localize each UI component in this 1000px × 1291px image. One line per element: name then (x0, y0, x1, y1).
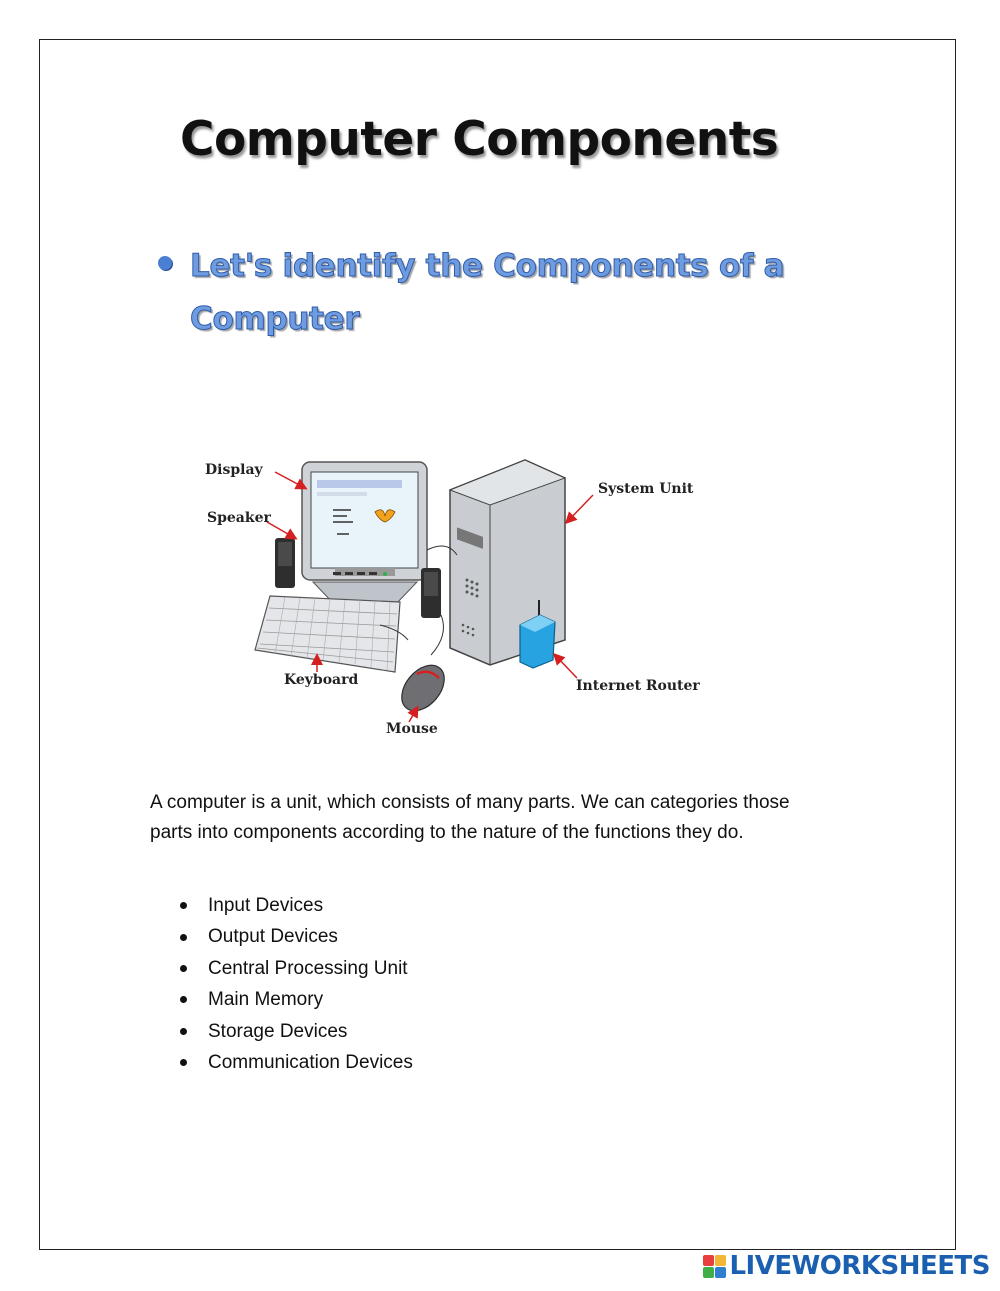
bullet-icon (180, 934, 187, 941)
label-mouse: Mouse (386, 721, 438, 737)
list-item-label: Communication Devices (208, 1052, 413, 1074)
label-internet-router: Internet Router (576, 678, 700, 694)
bullet-icon (180, 1059, 187, 1066)
bullet-icon (180, 902, 187, 909)
label-keyboard: Keyboard (284, 672, 359, 688)
keyboard-illustration (255, 596, 400, 672)
label-speaker: Speaker (207, 510, 271, 526)
intro-paragraph: A computer is a unit, which consists of many parts. We can categories those parts into components according to the nature of the functions they do. (150, 792, 790, 843)
brand-watermark[interactable] (703, 1251, 990, 1281)
bullet-icon (180, 965, 187, 972)
logo-square-icon (715, 1255, 726, 1266)
subtitle-text: Let's identify the Components of a Computer (190, 248, 785, 337)
list-item-label: Storage Devices (208, 1020, 348, 1042)
list-item (180, 1016, 413, 1047)
logo-square-icon (715, 1267, 726, 1278)
label-system-unit: System Unit (598, 481, 694, 497)
logo-square-icon (703, 1267, 714, 1278)
bullet-icon (158, 256, 172, 270)
brand-name: LIVEWORKSHEETS (729, 1251, 990, 1281)
list-item-label: Central Processing Unit (208, 957, 408, 979)
bullet-icon (180, 996, 187, 1003)
computer-components-figure (195, 450, 705, 750)
list-item (180, 953, 413, 984)
list-item (180, 1047, 413, 1078)
component-list (180, 890, 413, 1078)
page-title: Computer Components (180, 112, 779, 167)
liveworksheets-logo-icon (703, 1255, 726, 1278)
list-item-label: Input Devices (208, 895, 324, 916)
list-item (180, 921, 413, 952)
label-display: Display (205, 462, 263, 478)
subtitle (158, 240, 798, 346)
list-item (180, 890, 413, 921)
list-item-label: Output Devices (208, 926, 338, 948)
list-item (180, 984, 413, 1015)
logo-square-icon (703, 1255, 714, 1266)
monitor-illustration (302, 462, 427, 605)
bullet-icon (180, 1028, 187, 1035)
list-item-label: Main Memory (208, 989, 324, 1011)
